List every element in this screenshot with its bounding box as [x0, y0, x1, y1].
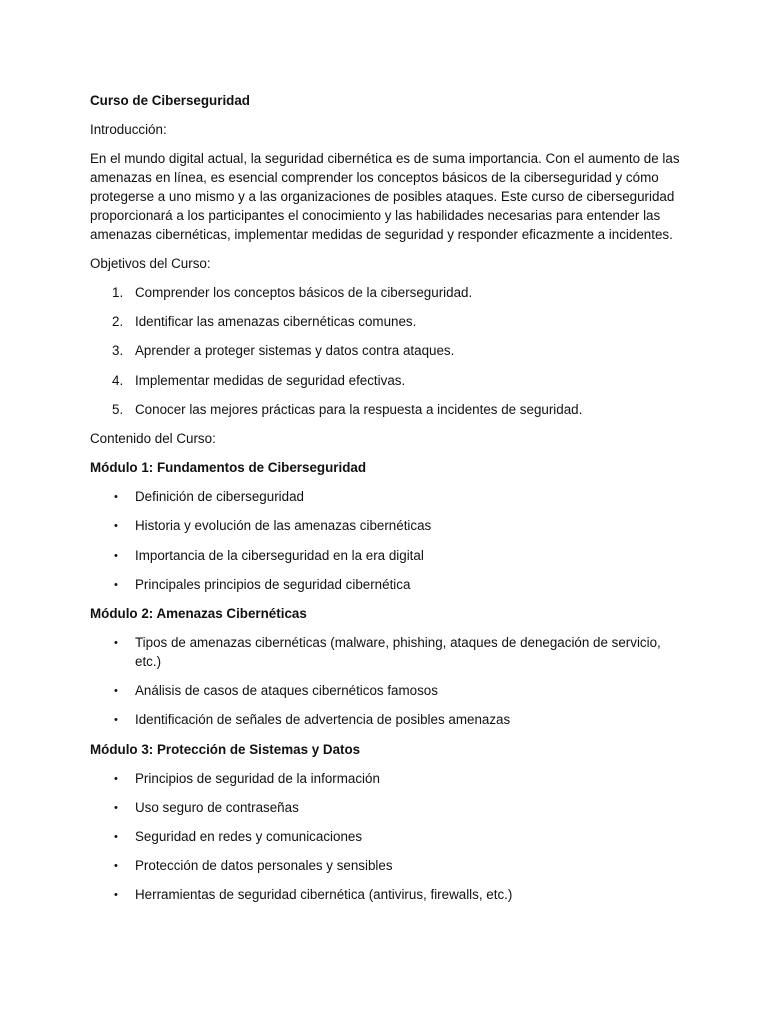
list-item — [90, 634, 690, 672]
objective-text: Identificar las amenazas cibernéticas comunes. — [135, 314, 417, 330]
list-item-text: Seguridad en redes y comunicaciones — [135, 829, 363, 845]
list-item — [90, 857, 690, 876]
objective-item — [90, 372, 690, 391]
list-item — [90, 576, 690, 595]
bullet-icon: • — [114, 637, 118, 650]
objective-text: Conocer las mejores prácticas para la respuesta a incidentes de seguridad. — [135, 401, 583, 417]
content-label: Contenido del Curso: — [90, 430, 216, 446]
objective-item — [90, 401, 690, 420]
list-item — [90, 799, 690, 818]
list-item-text: Protección de datos personales y sensibles — [135, 858, 393, 874]
bullet-icon: • — [114, 685, 118, 698]
list-item — [90, 682, 690, 701]
list-item — [90, 828, 690, 847]
document-title: Curso de Ciberseguridad — [90, 93, 250, 108]
list-item-text: Tipos de amenazas cibernéticas (malware, phishing, ataques de denegación de servicio, etc.) — [135, 635, 661, 669]
list-item-text: Principios de seguridad de la información — [135, 770, 380, 786]
bullet-icon: • — [114, 520, 118, 533]
list-item-text: Uso seguro de contraseñas — [135, 799, 299, 815]
list-item-text: Herramientas de seguridad cibernética (antivirus, firewalls, etc.) — [135, 887, 513, 903]
bullet-icon: • — [114, 549, 118, 562]
module-3-list — [90, 770, 690, 906]
intro-paragraph: En el mundo digital actual, la seguridad cibernética es de suma importancia. Con el aumento de las amenazas en línea, es esencial comprender los conceptos básicos de la ciberseguridad y cómo protegerse a uno mismo y a las organizaciones de posibles ataques. Este curso de ciberseguridad proporcionará a los participantes el conocimiento y las habilidades necesarias para entender las amenazas cibernéticas, implementar medidas de seguridad y responder eficazmente a incidentes. — [90, 151, 680, 242]
module-2-list — [90, 634, 690, 730]
bullet-icon: • — [114, 491, 118, 504]
objective-text: Comprender los conceptos básicos de la ciberseguridad. — [135, 284, 473, 300]
list-item-text: Historia y evolución de las amenazas cibernéticas — [135, 518, 432, 534]
bullet-icon: • — [114, 801, 118, 814]
list-item-text: Importancia de la ciberseguridad en la era digital — [135, 547, 424, 563]
bullet-icon: • — [114, 772, 118, 785]
list-item-text: Análisis de casos de ataques cibernéticos famosos — [135, 683, 438, 699]
bullet-icon: • — [114, 714, 118, 727]
bullet-icon: • — [114, 578, 118, 591]
module-1-list — [90, 488, 690, 594]
objective-number: 3. — [112, 343, 124, 359]
list-item — [90, 517, 690, 536]
module-3-title: Módulo 3: Protección de Sistemas y Datos — [90, 741, 361, 757]
bullet-icon: • — [114, 831, 118, 844]
list-item — [90, 547, 690, 566]
objective-number: 4. — [112, 372, 124, 388]
bullet-icon: • — [114, 889, 118, 902]
list-item-text: Principales principios de seguridad cibernética — [135, 576, 411, 592]
objective-number: 5. — [112, 401, 124, 417]
list-item-text: Definición de ciberseguridad — [135, 489, 304, 505]
objective-text: Aprender a proteger sistemas y datos contra ataques. — [135, 343, 455, 359]
objective-text: Implementar medidas de seguridad efectivas. — [135, 372, 406, 388]
objectives-label: Objetivos del Curso: — [90, 255, 211, 271]
objective-item — [90, 313, 690, 332]
list-item — [90, 886, 690, 905]
intro-label: Introducción: — [90, 122, 167, 138]
module-1-title: Módulo 1: Fundamentos de Ciberseguridad — [90, 460, 367, 476]
list-item — [90, 770, 690, 789]
objective-number: 2. — [112, 314, 124, 330]
document-page — [90, 92, 690, 916]
list-item-text: Identificación de señales de advertencia de posibles amenazas — [135, 712, 511, 728]
objective-number: 1. — [112, 284, 124, 300]
list-item — [90, 488, 690, 507]
list-item — [90, 711, 690, 730]
module-2-title: Módulo 2: Amenazas Cibernéticas — [90, 606, 307, 621]
objective-item — [90, 342, 690, 361]
objectives-list — [90, 284, 690, 420]
objective-item — [90, 284, 690, 303]
bullet-icon: • — [114, 860, 118, 873]
